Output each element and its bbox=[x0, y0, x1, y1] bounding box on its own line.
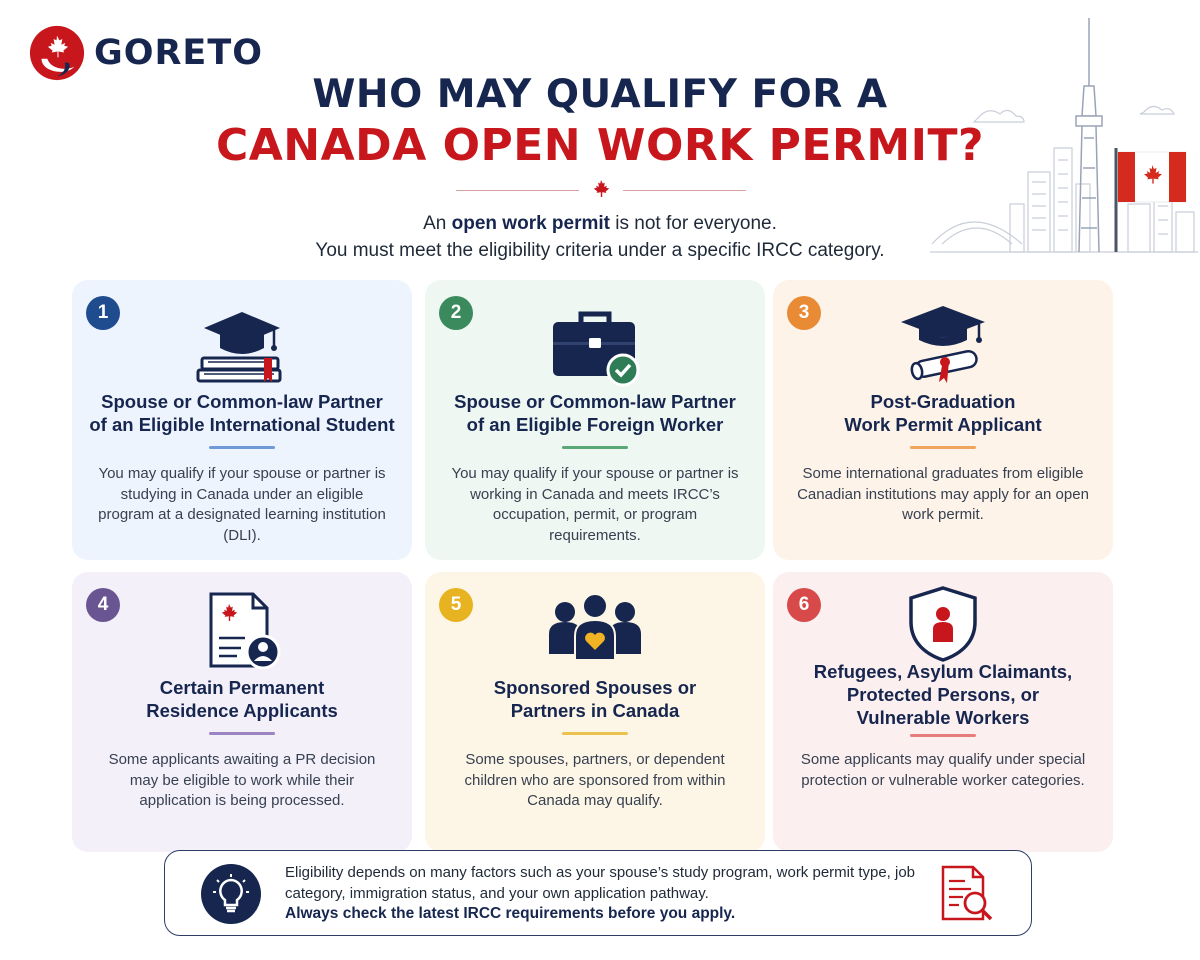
category-card-3 bbox=[773, 280, 1113, 560]
divider-line-right bbox=[623, 190, 746, 191]
card-title bbox=[435, 390, 755, 436]
graduation-books-icon bbox=[194, 300, 290, 386]
card-underline bbox=[562, 732, 628, 735]
briefcase-check-icon bbox=[545, 304, 645, 388]
card-number-badge: 3 bbox=[787, 296, 821, 330]
category-card-4 bbox=[72, 572, 412, 852]
card-description: Some applicants awaiting a PR decision may be eligible to work while their application is being processed. bbox=[108, 751, 376, 809]
card-title-line-1: Spouse or Common-law Partner bbox=[454, 391, 736, 412]
card-description: Some applicants may qualify under special protection or vulnerable worker categories. bbox=[800, 751, 1086, 789]
card-underline bbox=[209, 732, 275, 735]
card-number-badge: 5 bbox=[439, 588, 473, 622]
card-title-line-1: Post-Graduation bbox=[870, 391, 1016, 412]
card-description: You may qualify if your spouse or partner is working in Canada and meets IRCC’s occupation, permit, or program requirements. bbox=[451, 465, 739, 544]
page-title-line-2: CANADA OPEN WORK PERMIT? bbox=[215, 120, 985, 171]
subtitle-pre: An bbox=[423, 213, 452, 234]
footer-text bbox=[285, 863, 925, 925]
card-title-line-2: Work Permit Applicant bbox=[844, 414, 1042, 435]
subtitle-line-2: You must meet the eligibility criteria under a specific IRCC category. bbox=[315, 240, 885, 261]
card-number-badge: 6 bbox=[787, 588, 821, 622]
card-underline bbox=[209, 446, 275, 449]
footer-bold: Always check the latest IRCC requirements before you apply. bbox=[285, 905, 736, 922]
family-heart-icon bbox=[543, 594, 647, 668]
card-title-line-2: of an Eligible Foreign Worker bbox=[466, 414, 724, 435]
subtitle bbox=[0, 210, 1200, 264]
title-divider bbox=[456, 176, 746, 204]
card-number-badge: 1 bbox=[86, 296, 120, 330]
card-title bbox=[783, 660, 1103, 729]
document-search-icon bbox=[937, 863, 999, 925]
divider-line-left bbox=[456, 190, 579, 191]
footer-note bbox=[164, 850, 1032, 936]
card-description: You may qualify if your spouse or partner is studying in Canada under an eligible program at a designated learning institution (DLI). bbox=[98, 465, 386, 544]
card-underline bbox=[910, 446, 976, 449]
card-description: Some international graduates from eligible Canadian institutions may apply for an open work permit. bbox=[797, 465, 1089, 523]
category-card-2 bbox=[425, 280, 765, 560]
shield-person-icon bbox=[905, 584, 981, 664]
card-title-line-3: Vulnerable Workers bbox=[856, 707, 1030, 728]
subtitle-bold: open work permit bbox=[451, 213, 610, 234]
lightbulb-icon bbox=[213, 874, 249, 914]
card-title-line-1: Certain Permanent bbox=[159, 677, 325, 698]
brand-name: GORETO bbox=[94, 33, 263, 73]
card-title-line-2: of an Eligible International Student bbox=[89, 414, 395, 435]
footer-body: Eligibility depends on many factors such as your spouse’s study program, work permit type, job category, immigration status, and your own application pathway. bbox=[285, 864, 916, 902]
card-number-badge: 2 bbox=[439, 296, 473, 330]
card-description: Some spouses, partners, or dependent children who are sponsored from within Canada may qualify. bbox=[464, 751, 726, 809]
category-card-5 bbox=[425, 572, 765, 852]
card-title-line-1: Spouse or Common-law Partner bbox=[101, 391, 383, 412]
card-underline bbox=[910, 734, 976, 737]
page-title-line-1: WHO MAY QUALIFY FOR A bbox=[312, 72, 888, 117]
graduation-diploma-icon bbox=[893, 300, 993, 388]
category-card-6 bbox=[773, 572, 1113, 852]
card-underline bbox=[562, 446, 628, 449]
card-title bbox=[82, 390, 402, 436]
category-card-1 bbox=[72, 280, 412, 560]
subtitle-post: is not for everyone. bbox=[610, 213, 777, 234]
card-title-line-2: Partners in Canada bbox=[510, 700, 680, 721]
card-title-line-1: Sponsored Spouses or bbox=[493, 677, 697, 698]
card-title bbox=[82, 676, 402, 722]
lightbulb-badge bbox=[201, 864, 261, 924]
card-title-line-2: Residence Applicants bbox=[146, 700, 338, 721]
card-title-line-1: Refugees, Asylum Claimants, bbox=[813, 661, 1073, 682]
card-number-badge: 4 bbox=[86, 588, 120, 622]
maple-leaf-icon bbox=[589, 178, 613, 202]
card-title-line-2: Protected Persons, or bbox=[846, 684, 1040, 705]
card-title bbox=[783, 390, 1103, 436]
pr-document-icon bbox=[197, 590, 287, 672]
card-title bbox=[435, 676, 755, 722]
